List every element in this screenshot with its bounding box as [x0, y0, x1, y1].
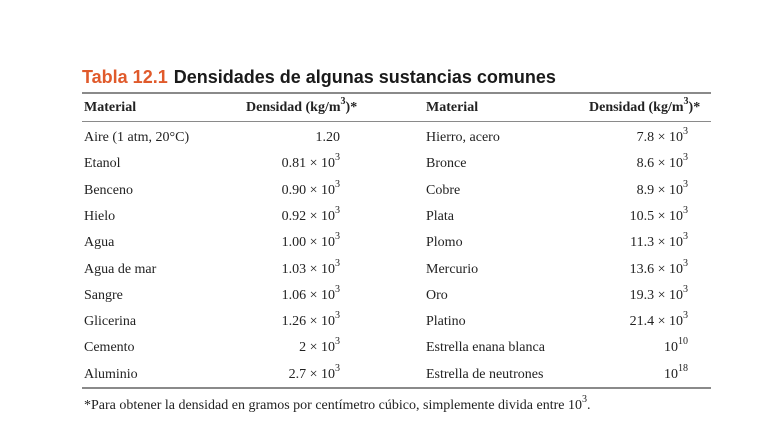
right-density-exponent: 3 [683, 231, 688, 243]
left-density-cell [281, 310, 340, 331]
right-material-text: Bronce [426, 156, 467, 171]
right-material-text: Estrella de neutrones [426, 367, 544, 382]
right-material-cell [426, 182, 460, 200]
table-heading: Densidades de algunas sustancias comunes [173, 67, 556, 87]
right-density-exponent: 10 [678, 336, 688, 348]
right-material-text: Plomo [426, 235, 463, 250]
header-density-right-end: )* [688, 100, 701, 115]
right-material-text: Hierro, acero [426, 130, 500, 145]
left-density-cell [281, 258, 340, 279]
header-density-left-sup: 3 [340, 96, 346, 108]
left-material-text: Aire (1 atm, 20°C) [84, 130, 190, 145]
right-density-text: 10.5 × 10 [629, 209, 683, 224]
right-material-cell [426, 208, 454, 226]
right-density-text: 8.9 × 10 [636, 183, 683, 198]
right-density-exponent: 3 [683, 126, 688, 138]
left-density-cell [281, 205, 340, 226]
right-density-cell [629, 205, 688, 226]
table-title [82, 66, 556, 88]
left-density-text: 0.90 × 10 [281, 183, 335, 198]
right-density-cell [636, 179, 688, 200]
left-material-text: Sangre [84, 288, 123, 303]
right-material-cell [426, 129, 500, 147]
header-density-left-end: )* [345, 100, 358, 115]
footnote-sup: 3 [582, 394, 588, 406]
right-density-cell [629, 284, 688, 305]
footnote-end: . [587, 398, 591, 413]
left-density-exponent: 3 [335, 363, 340, 375]
right-density-exponent: 3 [683, 310, 688, 322]
left-density-exponent: 3 [335, 152, 340, 164]
left-density-cell [281, 152, 340, 173]
header-material-left: Material [84, 100, 137, 115]
left-density-text: 1.26 × 10 [281, 314, 335, 329]
top-rule [82, 92, 711, 94]
right-density-text: 13.6 × 10 [629, 262, 683, 277]
header-density-right-text: Densidad (kg/m [589, 100, 684, 115]
left-density-exponent: 3 [335, 179, 340, 191]
left-density-exponent: 3 [335, 205, 340, 217]
right-density-text: 10 [664, 340, 678, 355]
right-density-cell [636, 152, 688, 173]
left-material-cell [84, 313, 136, 331]
left-density-text: 0.92 × 10 [281, 209, 335, 224]
header-density-right [589, 96, 701, 117]
table-number: Tabla 12.1 [82, 67, 168, 87]
left-density-text: 2.7 × 10 [288, 367, 335, 382]
right-density-exponent: 3 [683, 179, 688, 191]
right-material-text: Cobre [426, 183, 461, 198]
right-material-text: Plata [426, 209, 454, 224]
right-material-text: Mercurio [426, 262, 479, 277]
left-material-cell [84, 366, 138, 384]
right-density-text: 21.4 × 10 [629, 314, 683, 329]
right-density-exponent: 3 [683, 284, 688, 296]
right-density-text: 19.3 × 10 [629, 288, 683, 303]
right-density-cell [629, 310, 688, 331]
right-material-cell [426, 155, 466, 173]
left-density-cell [281, 284, 340, 305]
left-material-text: Agua [84, 235, 115, 250]
footnote-text: *Para obtener la densidad en gramos por centímetro cúbico, simplemente divida entre 10 [84, 398, 583, 413]
right-density-cell [636, 126, 688, 147]
left-density-cell [281, 231, 340, 252]
header-material-right: Material [426, 100, 479, 115]
header-rule [82, 121, 711, 122]
left-material-cell [84, 234, 114, 252]
left-material-text: Agua de mar [84, 262, 157, 277]
left-material-text: Etanol [84, 156, 121, 171]
left-density-text: 1.00 × 10 [281, 235, 335, 250]
right-density-cell [664, 336, 688, 357]
left-material-text: Glicerina [84, 314, 137, 329]
right-density-text: 11.3 × 10 [630, 235, 683, 250]
left-material-text: Cemento [84, 340, 135, 355]
footnote [84, 394, 591, 415]
left-density-text: 1.06 × 10 [281, 288, 335, 303]
right-material-text: Platino [426, 314, 466, 329]
header-density-left-text: Densidad (kg/m [246, 100, 341, 115]
right-density-text: 7.8 × 10 [636, 130, 683, 145]
right-material-cell [426, 287, 448, 305]
right-material-text: Estrella enana blanca [426, 340, 545, 355]
left-material-cell [84, 287, 123, 305]
left-material-cell [84, 208, 115, 226]
left-material-cell [84, 155, 121, 173]
left-density-exponent: 3 [335, 231, 340, 243]
right-density-exponent: 3 [683, 205, 688, 217]
bottom-rule [82, 387, 711, 389]
left-density-cell [281, 179, 340, 200]
right-density-text: 10 [664, 367, 678, 382]
left-material-cell [84, 129, 189, 147]
right-density-exponent: 3 [683, 152, 688, 164]
right-material-cell [426, 313, 466, 331]
left-density-exponent: 3 [335, 310, 340, 322]
left-density-exponent: 3 [335, 284, 340, 296]
right-material-cell [426, 234, 463, 252]
left-density-text: 1.03 × 10 [281, 262, 335, 277]
header-density-right-sup: 3 [683, 96, 689, 108]
left-material-text: Benceno [84, 183, 133, 198]
right-material-cell [426, 261, 478, 279]
header-density-left [246, 96, 358, 117]
left-material-text: Hielo [84, 209, 116, 224]
right-density-cell [664, 363, 688, 384]
left-density-cell [288, 363, 340, 384]
left-density-cell [299, 336, 340, 357]
right-density-text: 8.6 × 10 [636, 156, 683, 171]
left-density-exponent: 3 [335, 336, 340, 348]
right-material-cell [426, 339, 545, 357]
right-density-cell [629, 258, 688, 279]
left-density-exponent: 3 [335, 258, 340, 270]
left-density-text: 0.81 × 10 [281, 156, 335, 171]
left-density-text: 2 × 10 [299, 340, 335, 355]
left-material-cell [84, 261, 156, 279]
left-density-cell [316, 129, 341, 147]
left-material-cell [84, 339, 135, 357]
left-material-text: Aluminio [84, 367, 138, 382]
right-density-cell [630, 231, 688, 252]
left-material-cell [84, 182, 133, 200]
right-material-cell [426, 366, 543, 384]
right-density-exponent: 3 [683, 258, 688, 270]
left-density-text: 1.20 [315, 130, 340, 145]
right-material-text: Oro [426, 288, 448, 303]
right-density-exponent: 18 [678, 363, 688, 375]
